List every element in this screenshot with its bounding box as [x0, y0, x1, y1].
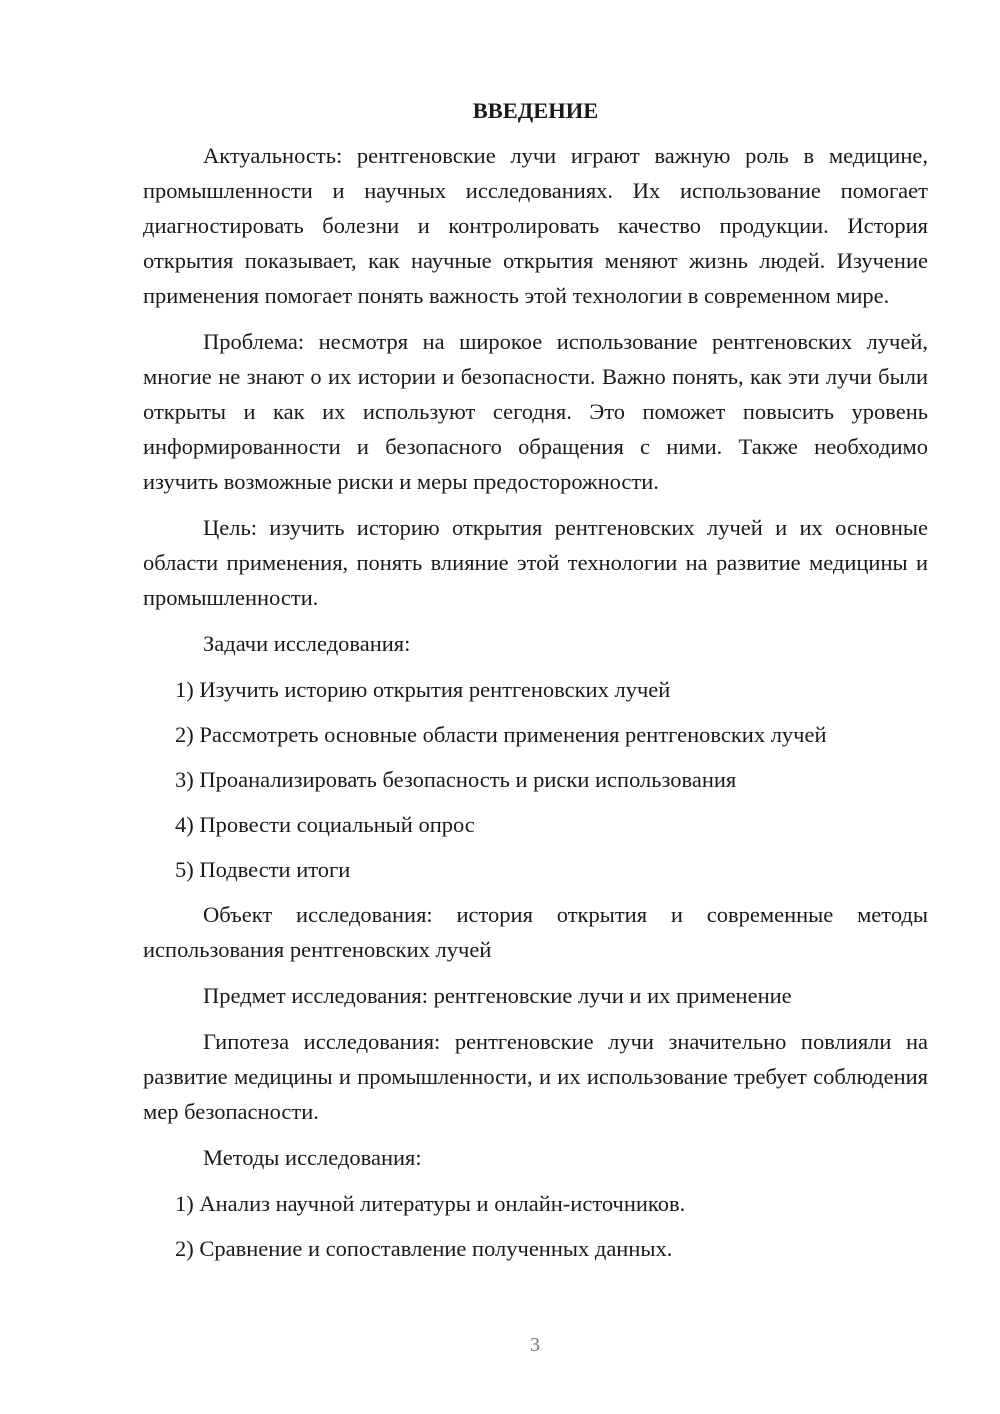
methods-heading: Методы исследования:	[203, 1145, 422, 1170]
task-item: 2) Рассмотреть основные области применения рентгеновских лучей	[175, 722, 827, 747]
tasks-heading: Задачи исследования:	[203, 631, 411, 656]
goal-paragraph: Цель: изучить историю открытия рентгеновских лучей и их основные области применения, понять влияние этой технологии на развитие медицины и промышленности.	[143, 515, 928, 610]
task-item: 4) Провести социальный опрос	[175, 812, 475, 837]
problem-paragraph: Проблема: несмотря на широкое использование рентгеновских лучей, многие не знают о их истории и безопасности. Важно понять, как эти лучи были открыты и как их используют сегодня. Это поможет повысить уровень информированности и безопасного обращения с ними. Также необходимо изучить возможные риски и меры предосторожности.	[143, 329, 928, 494]
document-body	[143, 96, 928, 1276]
section-title: ВВЕДЕНИЕ	[472, 98, 599, 123]
relevance-paragraph: Актуальность: рентгеновские лучи играют важную роль в медицине, промышленности и научных исследованиях. Их использование помогает диагностировать болезни и контролировать качество продукции. История открытия показывает, как научные открытия меняют жизнь людей. Изучение применения помогает понять важность этой технологии в современном мире.	[143, 143, 928, 308]
task-item: 3) Проанализировать безопасность и риски использования	[175, 767, 737, 792]
task-item: 1) Изучить историю открытия рентгеновских лучей	[175, 677, 671, 702]
object-paragraph: Объект исследования: история открытия и современные методы использования рентгеновских лучей	[143, 902, 928, 962]
page-number: 3	[530, 1334, 540, 1356]
tasks-list	[143, 672, 928, 887]
task-item: 5) Подвести итоги	[175, 857, 351, 882]
method-item: 2) Сравнение и сопоставление полученных данных.	[175, 1236, 673, 1261]
subject-paragraph: Предмет исследования: рентгеновские лучи и их применение	[203, 983, 792, 1008]
hypothesis-paragraph: Гипотеза исследования: рентгеновские лучи значительно повлияли на развитие медицины и промышленности, и их использование требует соблюдения мер безопасности.	[143, 1029, 928, 1124]
methods-list	[143, 1186, 928, 1266]
method-item: 1) Анализ научной литературы и онлайн-источников.	[175, 1191, 686, 1216]
